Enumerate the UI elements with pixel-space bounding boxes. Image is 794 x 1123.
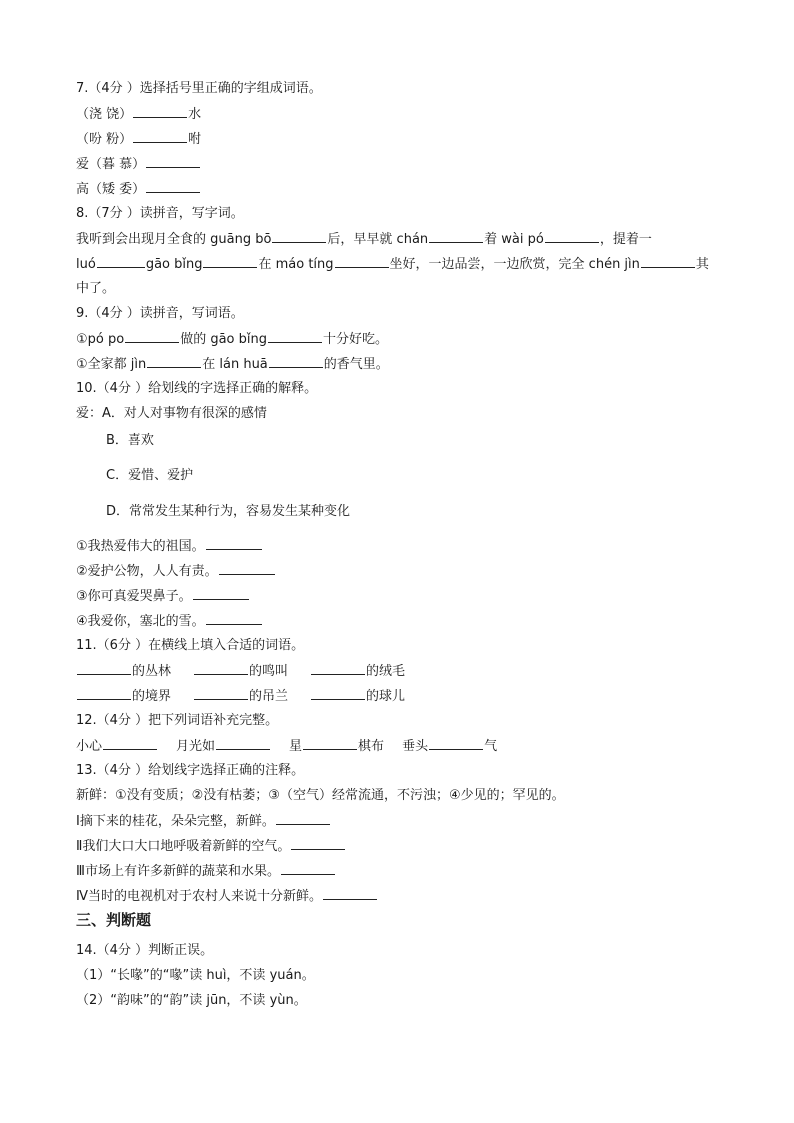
answer-blank[interactable] — [281, 862, 335, 875]
answer-blank[interactable] — [269, 355, 323, 368]
q11-row-2: 的境界 的吊兰 的球儿 — [76, 687, 405, 706]
q7-row-4: 高（矮 委） — [76, 180, 201, 199]
q13-definition: 新鲜：①没有变质；②没有枯萎；③（空气）经常流通，不污浊；④少见的；罕见的。 — [76, 788, 565, 803]
answer-blank[interactable] — [133, 130, 187, 143]
q10-option-a: 爱：A．对人对事物有很深的感情 — [76, 406, 267, 421]
q13-item-1: Ⅰ摘下来的桂花，朵朵完整，新鲜。 — [76, 812, 331, 831]
answer-blank[interactable] — [203, 255, 257, 268]
q10-item-1: ①我热爱伟大的祖国。 — [76, 537, 263, 556]
answer-blank[interactable] — [97, 255, 145, 268]
answer-blank[interactable] — [272, 230, 326, 243]
q10-option-d: D．常常发生某种行为，容易发生某种变化 — [106, 504, 351, 519]
answer-blank[interactable] — [545, 230, 599, 243]
answer-blank[interactable] — [77, 662, 131, 675]
answer-blank[interactable] — [311, 662, 365, 675]
answer-blank[interactable] — [311, 687, 365, 700]
answer-blank[interactable] — [194, 662, 248, 675]
q14-heading: 14.（4分 ）判断正误。 — [76, 943, 214, 958]
q7-heading: 7.（4分 ）选择括号里正确的字组成词语。 — [76, 81, 322, 96]
q10-option-b: B．喜欢 — [106, 433, 154, 448]
q7-row-1: （浇 饶） 水 — [76, 107, 202, 122]
answer-blank[interactable] — [276, 812, 330, 825]
q10-option-c: C．爱惜、爱护 — [106, 468, 194, 483]
q9-line-2: ①全家都 jìn 在 lán huā 的香气里。 — [76, 357, 389, 372]
q10-heading: 10.（4分 ）给划线的字选择正确的解释。 — [76, 381, 318, 396]
q13-item-4: Ⅳ当时的电视机对于农村人来说十分新鲜。 — [76, 887, 378, 906]
q8-heading: 8.（7分 ）读拼音，写字词。 — [76, 206, 244, 221]
answer-blank[interactable] — [641, 255, 695, 268]
answer-blank[interactable] — [193, 587, 249, 600]
answer-blank[interactable] — [219, 562, 275, 575]
answer-blank[interactable] — [429, 737, 483, 750]
q10-item-4: ④我爱你，塞北的雪。 — [76, 612, 263, 631]
answer-blank[interactable] — [77, 687, 131, 700]
answer-blank[interactable] — [125, 330, 179, 343]
answer-blank[interactable] — [335, 255, 389, 268]
answer-blank[interactable] — [216, 737, 270, 750]
answer-blank[interactable] — [291, 837, 345, 850]
answer-blank[interactable] — [206, 537, 262, 550]
answer-blank[interactable] — [194, 687, 248, 700]
q10-item-3: ③你可真爱哭鼻子。 — [76, 587, 250, 606]
answer-blank[interactable] — [429, 230, 483, 243]
answer-blank[interactable] — [206, 612, 262, 625]
q11-heading: 11.（6分 ）在横线上填入合适的词语。 — [76, 638, 305, 653]
q12-row: 小心 月光如 星 棋布 垂头 气 — [76, 739, 498, 754]
q13-item-2: Ⅱ我们大口大口地呼吸着新鲜的空气。 — [76, 837, 346, 856]
q8-line-2: luó gāo bǐng 在 máo tíng 坐好，一边品尝，一边欣赏，完全 chén jìn 其 — [76, 257, 709, 272]
q12-heading: 12.（4分 ）把下列词语补充完整。 — [76, 713, 279, 728]
answer-blank[interactable] — [146, 155, 200, 168]
answer-blank[interactable] — [323, 887, 377, 900]
q8-line-3: 中了。 — [76, 281, 116, 296]
q14-item-1: （1）“长喙”的“喙”读 huì，不读 yuán。 — [76, 968, 315, 983]
q9-heading: 9.（4分 ）读拼音，写词语。 — [76, 306, 244, 321]
q8-line-1: 我听到会出现月全食的 guāng bō 后，早早就 chán 着 wài pó ，提着一 — [76, 232, 652, 247]
q7-row-2: （吩 粉） 咐 — [76, 132, 202, 147]
answer-blank[interactable] — [103, 737, 157, 750]
answer-blank[interactable] — [303, 737, 357, 750]
q13-item-3: Ⅲ市场上有许多新鲜的蔬菜和水果。 — [76, 862, 336, 881]
q13-heading: 13.（4分 ）给划线字选择正确的注释。 — [76, 763, 305, 778]
answer-blank[interactable] — [268, 330, 322, 343]
answer-blank[interactable] — [133, 105, 187, 118]
answer-blank[interactable] — [146, 180, 200, 193]
q9-line-1: ①pó po 做的 gāo bǐng 十分好吃。 — [76, 332, 389, 347]
q14-item-2: （2）“韵味”的“韵”读 jūn，不读 yùn。 — [76, 993, 307, 1008]
answer-blank[interactable] — [147, 355, 201, 368]
q7-row-3: 爱（暮 慕） — [76, 155, 201, 174]
section-heading: 三、判断题 — [76, 911, 152, 929]
q10-item-2: ②爱护公物，人人有责。 — [76, 562, 276, 581]
q11-row-1: 的丛林 的鸣叫 的绒毛 — [76, 662, 405, 681]
